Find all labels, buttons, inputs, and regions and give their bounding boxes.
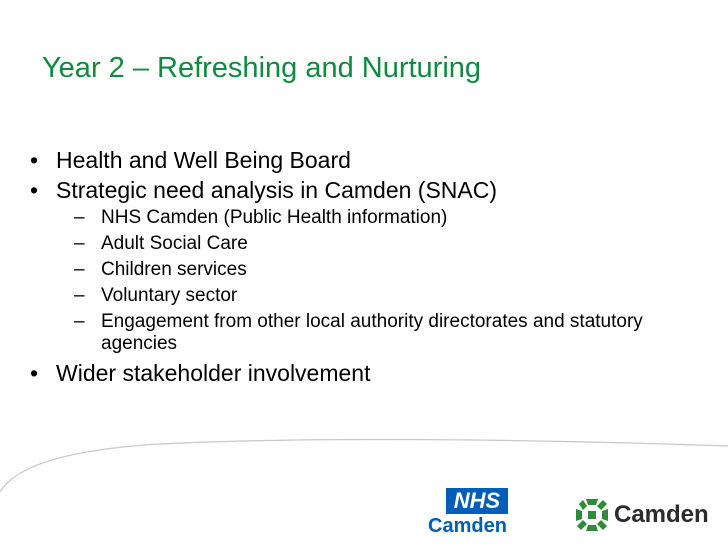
camden-council-logo bbox=[574, 497, 709, 533]
bullet-item bbox=[30, 359, 710, 387]
dash-marker: – bbox=[74, 259, 85, 280]
bullet-list bbox=[30, 146, 710, 387]
bullet-item bbox=[30, 176, 710, 355]
sub-bullet-item bbox=[74, 207, 710, 229]
slide-content bbox=[30, 146, 710, 389]
sub-bullet-item bbox=[74, 233, 710, 255]
sub-bullet-text: Engagement from other local authority directorates and statutory agencies bbox=[101, 311, 643, 354]
nhs-subtitle: Camden bbox=[428, 515, 507, 537]
sub-bullet-item bbox=[74, 285, 710, 307]
sub-bullet-list bbox=[56, 207, 710, 355]
nhs-badge: NHS bbox=[446, 488, 508, 514]
dash-marker: – bbox=[74, 285, 85, 306]
bullet-marker: • bbox=[30, 147, 39, 173]
sub-bullet-text: Children services bbox=[101, 259, 247, 280]
dash-marker: – bbox=[74, 207, 85, 228]
nhs-camden-logo bbox=[428, 488, 510, 537]
bullet-item bbox=[30, 146, 710, 174]
dash-marker: – bbox=[74, 311, 85, 332]
sub-bullet-text: NHS Camden (Public Health information) bbox=[101, 207, 448, 228]
sub-bullet-text: Adult Social Care bbox=[101, 233, 248, 254]
bullet-text: Strategic need analysis in Camden (SNAC) bbox=[56, 177, 498, 203]
bullet-text: Health and Well Being Board bbox=[56, 147, 351, 173]
camden-emblem-icon bbox=[574, 497, 610, 533]
sub-bullet-item bbox=[74, 311, 710, 355]
camden-wordmark: Camden bbox=[614, 501, 709, 528]
bullet-marker: • bbox=[30, 360, 39, 386]
bullet-marker: • bbox=[30, 177, 39, 203]
sub-bullet-item bbox=[74, 259, 710, 281]
sub-bullet-text: Voluntary sector bbox=[101, 285, 238, 306]
dash-marker: – bbox=[74, 233, 85, 254]
slide-title: Year 2 – Refreshing and Nurturing bbox=[42, 52, 482, 84]
bullet-text: Wider stakeholder involvement bbox=[56, 360, 371, 386]
